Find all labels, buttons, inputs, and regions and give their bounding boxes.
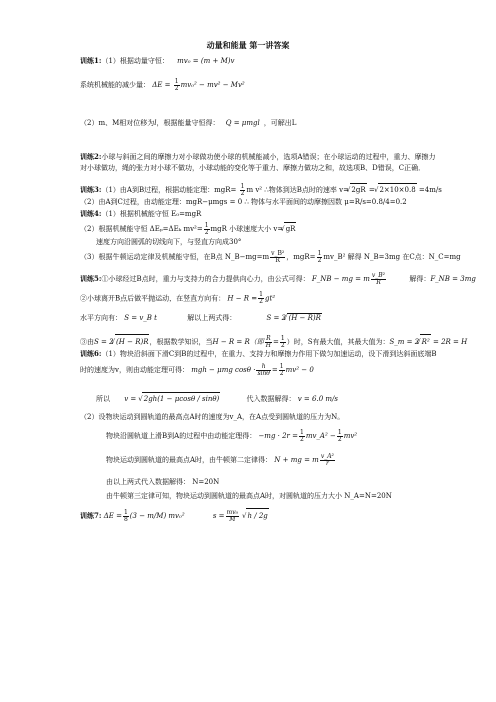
training-6-label: 训练6: [80,349,102,358]
training-7-label: 训练7: [80,511,102,520]
training-5-line-1: 训练5:①小球经过B点时，重力与支持力的合力提供向心力，由公式可得： F_NB − mg = m $\frac{\text{v\_B²}}{R}$ 解得：F_NB = 3mg [80,271,476,286]
training-1-label: 训练1: [80,56,102,65]
training-1-line-3: （2）m、M相对位移为l，根据能量守恒得： Q = μmgl ，可解出L [80,119,297,127]
training-3-line-2: （2）由A到C过程，由动能定理：mgR−μmgs = 0 ∴ 物体与水平面间的动摩擦因数 μ=R/s=0.8/4=0.2 [80,198,407,206]
training-1-line-2: 系统机械能的减少量： ΔE = $\frac{1}{2}$ mv₀² − mv² − Mv² [80,77,245,92]
training-2-line-1: 训练2:小球与斜面之间的摩擦力对小球做功使小球的机械能减小，选项A错误；在小球运动的过程中，重力、摩擦力 [80,152,436,161]
training-4-line-3: 速度方向沿圆弧的切线向下，与竖直方向成30° [96,238,242,246]
training-5-line-2: ②小球离开B点后做平抛运动，在竖直方向有： H − R = $\frac{1}{2}$ gt² [80,291,276,305]
training-6-line-3: 所以 v =√ 2gh(1 − μcosθ / sinθ) 代入数据解得： v = 6.0 m/s [96,392,338,405]
training-5-label: 训练5: [80,274,102,283]
training-4-line-4: （3）根据牛顿运动定律及机械能守恒，在B点 N_B−mg=m $\frac{\text{v\_B²}}{R}$ ，mgR= $\frac{1}{2}$ mv_B² 解得 N_B=3mg 在C点：N_C=mg [80,249,461,264]
training-6-line-7: 由以上两式代入数据解得： N=20N [106,478,220,486]
momentum-equation: mv₀ = (m + M)v [177,57,235,65]
training-6-line-6: 物块运动到圆轨道的最高点A时，由牛顿第二定律得： N + mg = m $\frac{\text{v\_A²}}{r}$ [106,452,334,467]
training-7-line-1: 训练7: ΔE = $\frac{1}{8}$ (3 − m/M) mv₀² s = $\frac{\text{mv₀}}{M}$ √ h / 2g [80,508,269,523]
page-title: 动量和能量 第一讲答案 [206,40,290,50]
heat-equation: Q = μmgl [225,119,260,127]
training-6-line-5: 物块沿圆轨道上滑B到A的过程中由动能定理得： −mg · 2r = $\frac{1}{2}$ mv_A² − $\frac{1}{2}$ mv² [106,428,358,443]
training-5-line-3: 水平方向有： S = v_B t 解以上两式得： S = 2√ (H − R)R [80,313,322,323]
training-2-line-2: 对小球做功，绳的张力对小球不做功，小球动能的变化等于重力、摩擦力做功之和，故选项B、D错误，C正确． [80,164,426,172]
training-6-line-8: 由牛顿第三定律可知，物块运动到圆轨道的最高点A时，对圆轨道的压力大小 N_A=N=20N [106,492,392,500]
velocity-result: v = 6.0 m/s [297,395,338,403]
training-4-line-2: （2）根据机械能守恒 ΔEₚ=ΔEₖ mv²= $\frac{1}{2}$ mgR 小球速度大小 v=√ gR [80,222,296,236]
training-4-label: 训练4: [80,209,102,218]
training-6-line-1: 训练6:（1）物块沿斜面下滑C到B的过程中，在重力、支持力和摩擦力作用下做匀加速运动，设下滑到达斜面底端B [80,349,437,358]
training-6-line-2: 时的速度为v，则由动能定理可得： mgh − μmg cosθ · $\frac{h}{\sin\theta}$ = $\frac{1}{2}$ mv² − 0 [80,362,314,377]
training-3-line-1: 训练3:（1）由A到B过程，根据动能定理：mgR= $\frac{1}{2}$ m v² ∴物体到达B点时的速率 v=√ 2gR = √ 2×10×0.8 =4m/s [80,183,442,197]
training-5-line-4: ③由S = 2√ (H − R)R，根据数学知识，当H − R = R（即 $\frac{R}{H}$ = $\frac{1}{2}$ ）时，S有最大值，其最大值为：S_m = 2√ R² = 2R = H [80,334,467,349]
training-3-label: 训练3: [80,185,102,194]
training-6-line-4: （2）设物块运动到圆轨道的最高点A时的速度为v_A，在A点受到圆轨道的压力为N。 [80,413,345,421]
training-4-line-1: 训练4:（1）根据机械能守恒 E₀=mgR [80,209,202,218]
training-2-label: 训练2: [80,152,102,161]
energy-loss-equation: mv₀² − mv² − Mv² [180,81,245,89]
training-1-line-1: 训练1:（1）根据动量守恒： mv₀ = (m + M)v [80,56,235,65]
